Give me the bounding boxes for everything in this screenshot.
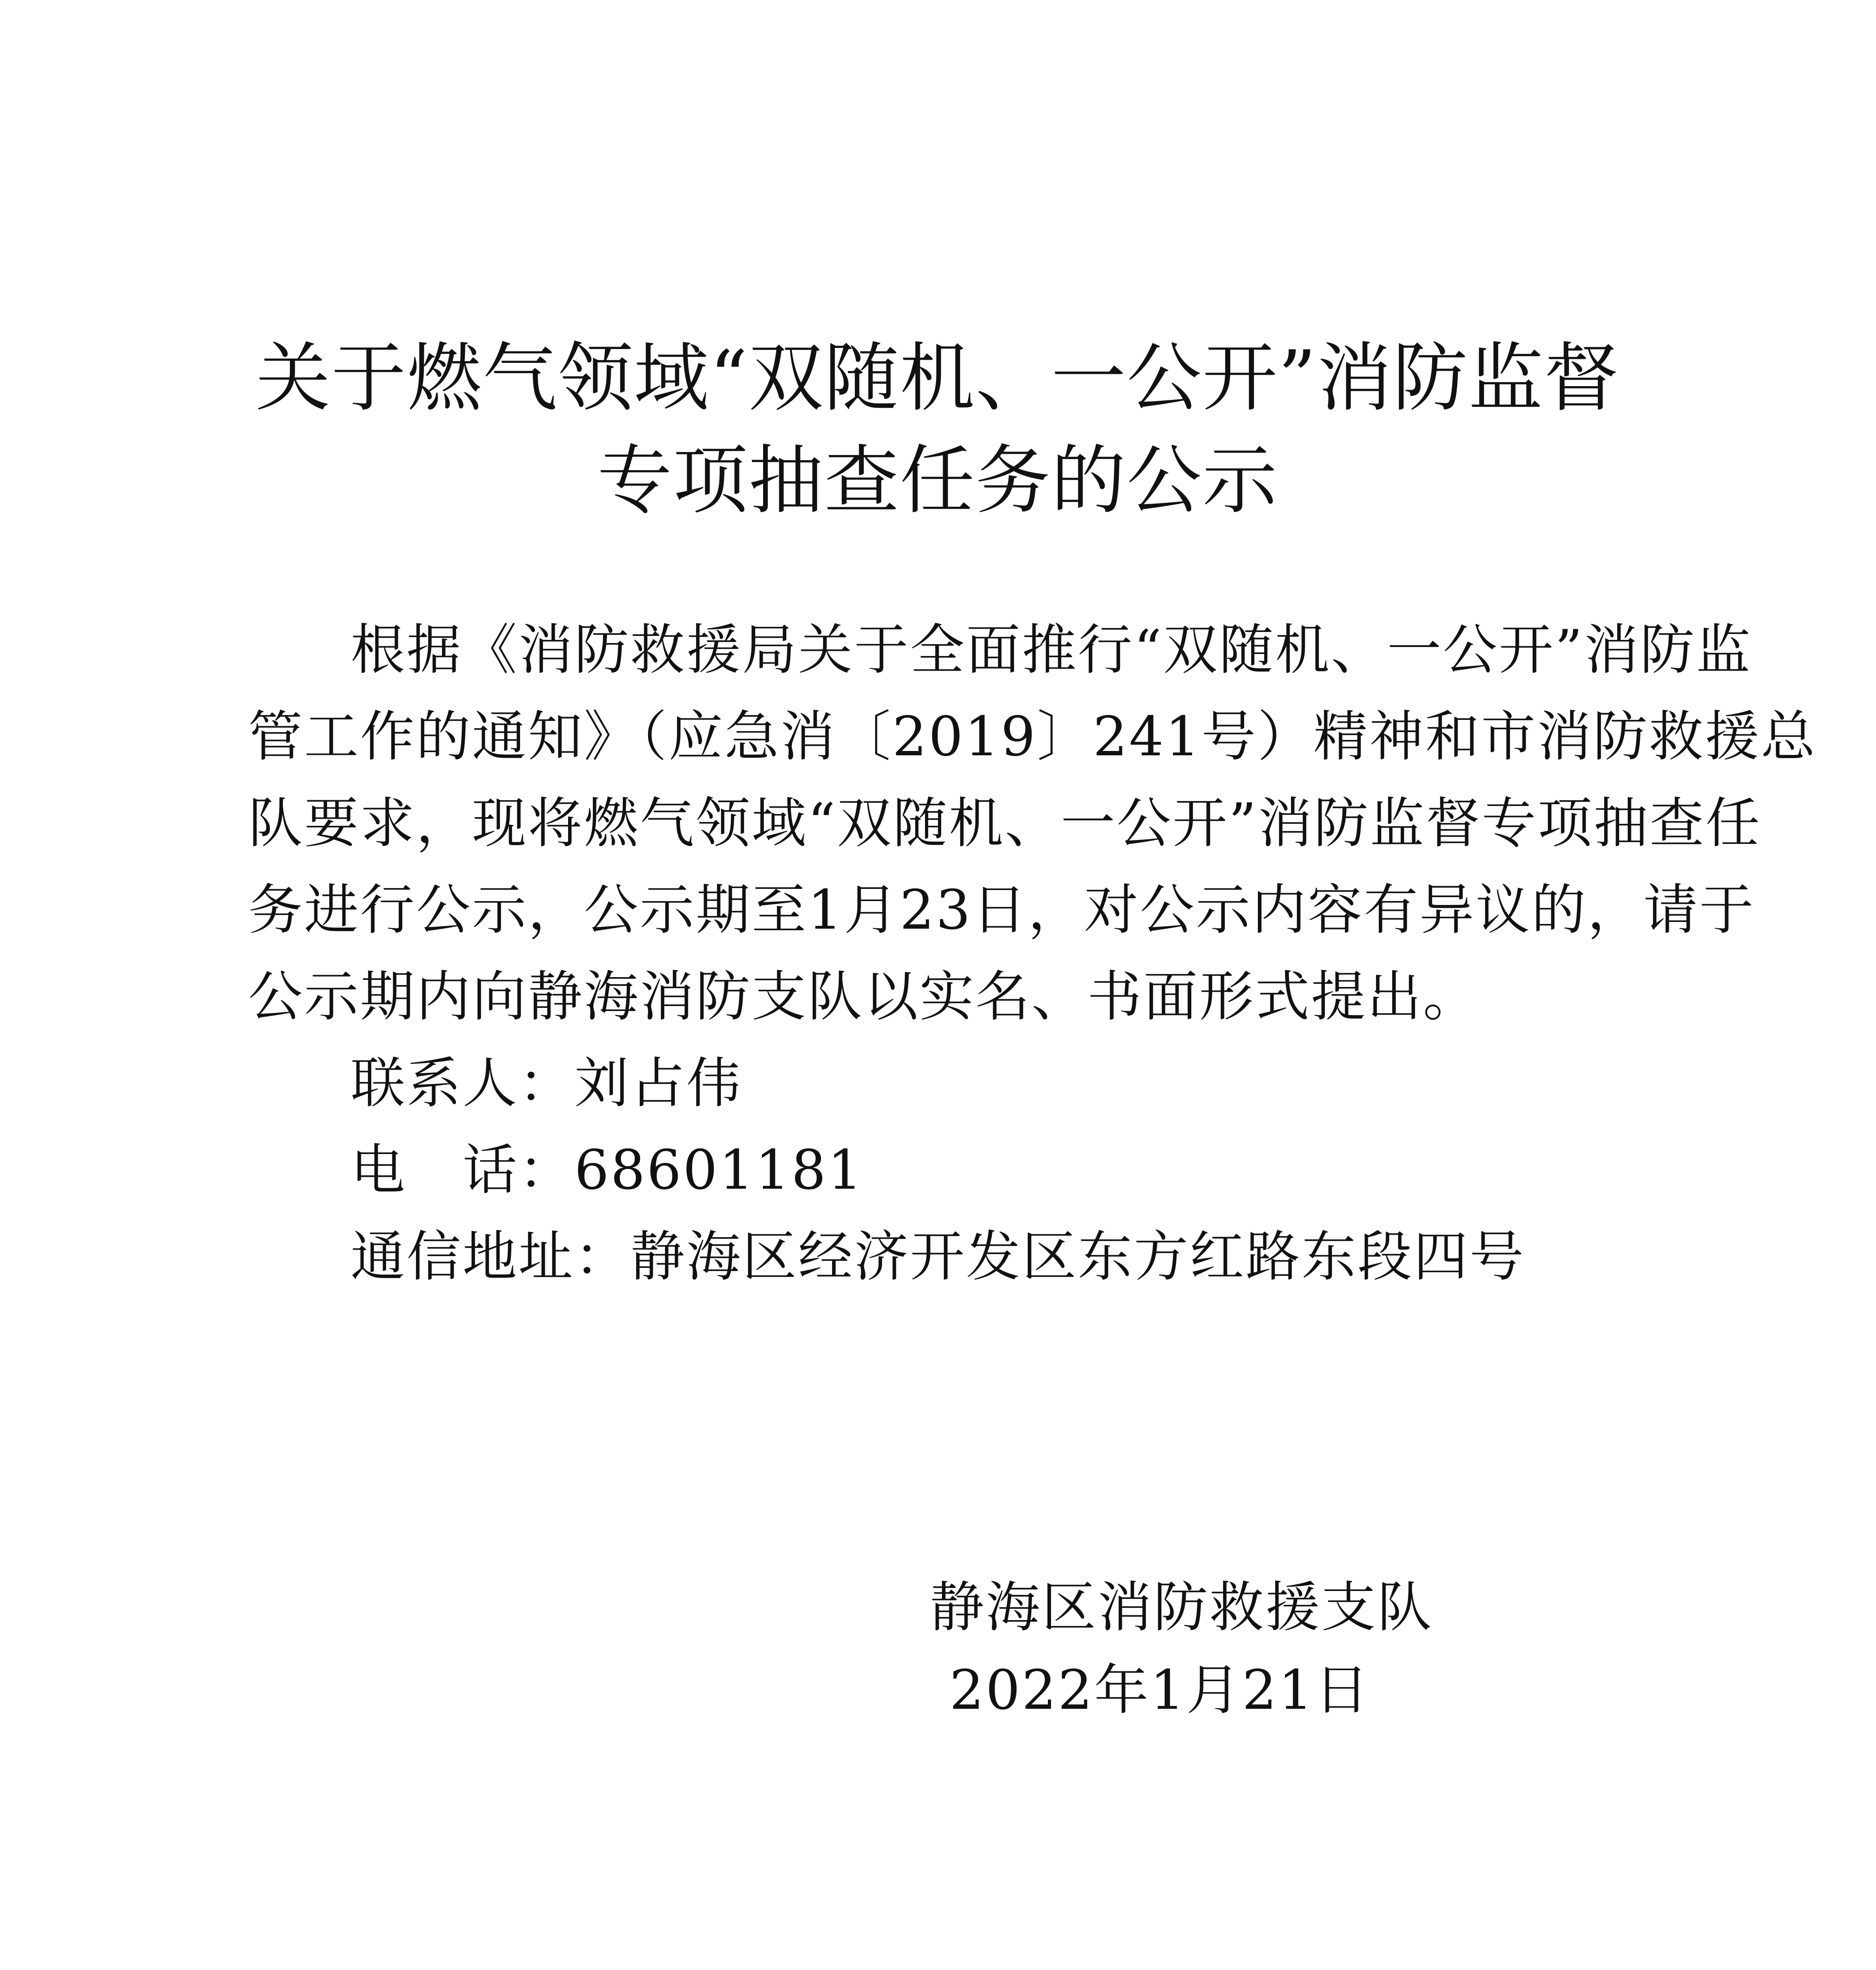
body-line-1: 根据《消防救援局关于全面推行“双随机、一公开”消防监 [351,618,1752,682]
contact-address: 通信地址：静海区经济开发区东方红路东段四号 [351,1225,1526,1288]
signature-organization: 静海区消防救援支队 [930,1576,1434,1639]
body-line-2: 管工作的通知》（应急消〔2019〕241号）精神和市消防救援总 [248,705,1817,768]
signature-date: 2022年1月21日 [949,1658,1371,1722]
body-line-3: 队要求，现将燃气领域“双随机、一公开”消防监督专项抽查任 [248,792,1762,855]
body-line-4: 务进行公示，公示期至1月23日，对公示内容有异议的，请于 [248,878,1755,942]
contact-phone: 电 话：68601181 [351,1138,864,1202]
body-line-5: 公示期内向静海消防支队以实名、书面形式提出。 [248,965,1479,1028]
document-title-line-2: 专项抽查任务的公示 [597,437,1278,524]
contact-person: 联系人：刘占伟 [351,1052,743,1115]
document-title-line-1: 关于燃气领域“双随机、一公开”消防监督 [255,335,1620,422]
